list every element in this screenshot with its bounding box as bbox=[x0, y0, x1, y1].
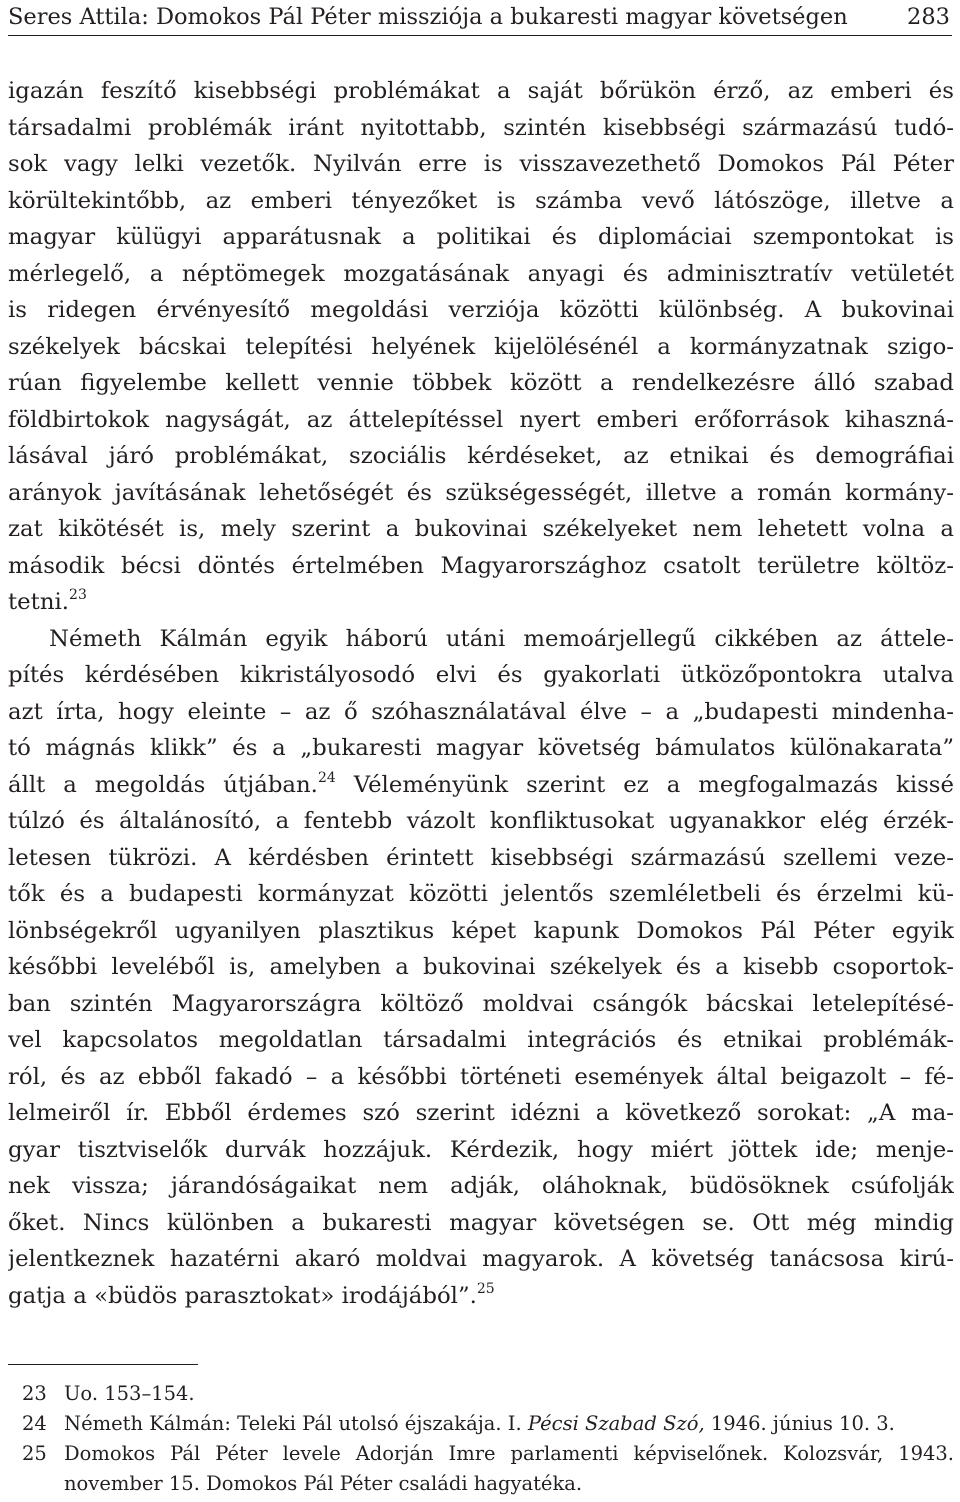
footnote-text: november 15. Domokos Pál Péter családi hagyatéka. bbox=[64, 1472, 583, 1495]
footnote bbox=[8, 1409, 954, 1439]
footnote-ref: 23 bbox=[69, 587, 87, 603]
line-text: gatja a «büdös parasztokat» irodájából”. bbox=[8, 1282, 477, 1309]
text-line: lásával járó problémákat, szociális kérdéseket, az etnikai és demográfiai bbox=[8, 443, 954, 469]
footnote-number: 24 bbox=[22, 1412, 47, 1435]
text-line: tők és a budapesti kormányzat közötti jelentős szemléletbeli és érzelmi kü- bbox=[8, 881, 954, 907]
page-number: 283 bbox=[907, 4, 950, 30]
line-text: állt a megoldás útjában. bbox=[8, 771, 318, 798]
text-line: ban szintén Magyarországra költöző moldvai csángók bácskai letelepítésé- bbox=[8, 990, 954, 1017]
footnote-rule bbox=[8, 1364, 198, 1365]
header-rule bbox=[8, 35, 952, 36]
footnote-text: Németh Kálmán: Teleki Pál utolsó éjszakája. I. Pécsi Szabad Szó, 1946. június 10. 3. bbox=[64, 1412, 895, 1435]
running-header bbox=[8, 2, 952, 36]
footnote bbox=[8, 1379, 954, 1409]
footnote-number: 25 bbox=[22, 1442, 47, 1465]
text-line: földbirtokok nagyságát, az áttelepítéssel nyert emberi erőforrások kihaszná- bbox=[8, 406, 954, 433]
text-line: pítés kérdésében kikristályosodó elvi és gyakorlati ütközőpontokra utalva bbox=[8, 662, 954, 688]
footnote-ref: 25 bbox=[476, 1280, 495, 1297]
footnote-ref: 24 bbox=[317, 769, 336, 786]
text-line bbox=[8, 1278, 954, 1315]
text-line: Németh Kálmán egyik háború utáni memoárjellegű cikkében az áttele- bbox=[49, 625, 954, 652]
footnote-continuation bbox=[8, 1469, 954, 1499]
text-line bbox=[8, 584, 954, 621]
text-line: arányok javításának lehetőségét és szükségességét, illetve a román kormány- bbox=[8, 479, 954, 506]
text-line: székelyek bácskai telepítési helyének kijelölésénél a kormányzatnak szigo- bbox=[8, 333, 954, 360]
text-line: túlzó és általánosító, a fentebb vázolt konfliktusokat ugyanakkor elég érzék- bbox=[8, 808, 954, 834]
line-text: tetni. bbox=[8, 589, 70, 615]
text-line: azt írta, hogy eleinte – az ő szóhasználatával élve – a „budapesti mindenha- bbox=[8, 698, 954, 725]
text-line: későbbi leveléből is, amelyben a bukovinai székelyek és a kisebb csoportok- bbox=[8, 954, 954, 980]
text-line: lönbségekről ugyanilyen plasztikus képet kapunk Domokos Pál Péter egyik bbox=[8, 917, 954, 944]
text-line: jelentkeznek hazatérni akaró moldvai magyarok. A követség tanácsosa kirú- bbox=[8, 1246, 954, 1272]
footnote-text: Uo. 153–154. bbox=[64, 1382, 195, 1405]
text-line: második bécsi döntés értelmében Magyarországhoz csatolt területre költöz- bbox=[8, 552, 954, 579]
text-line: mérlegelő, a néptömegek mozgatásának anyagi és adminisztratív vetületét bbox=[8, 260, 954, 287]
text-line: zat kikötését is, mely szerint a bukovinai székelyeket nem lehetett volna a bbox=[8, 516, 954, 542]
line-text: Véleményünk szerint ez a megfogalmazás kissé bbox=[335, 771, 954, 798]
text-line: őket. Nincs különben a bukaresti magyar követségen se. Ott még mindig bbox=[8, 1209, 954, 1236]
text-line: vel kapcsolatos megoldatlan társadalmi integrációs és etnikai problémák- bbox=[8, 1027, 954, 1053]
text-line: rúan figyelembe kellett vennie többek között a rendelkezésre álló szabad bbox=[8, 370, 954, 396]
text-line: gyar tisztviselők durvák hozzájuk. Kérdezik, hogy miért jöttek ide; menje- bbox=[8, 1136, 954, 1163]
body-text bbox=[8, 73, 954, 1314]
text-line: nek vissza; járandóságaikat nem adják, oláhoknak, büdösöknek csúfolják bbox=[8, 1173, 954, 1199]
text-line bbox=[8, 767, 954, 804]
text-line: tó mágnás klikk” és a „bukaresti magyar követség bámulatos különakarata” bbox=[8, 735, 954, 761]
footnote bbox=[8, 1439, 954, 1469]
footnote-text: Domokos Pál Péter levele Adorján Imre parlamenti képviselőnek. Kolozsvár, 1943. bbox=[64, 1442, 954, 1465]
journal-title: Pécsi Szabad Szó, bbox=[527, 1412, 705, 1435]
running-title: Seres Attila: Domokos Pál Péter missziója a bukaresti magyar követségen bbox=[8, 4, 848, 30]
text-line: ról, és az ebből fakadó – a későbbi történeti események által beigazolt – fé- bbox=[8, 1063, 954, 1090]
text-line: magyar külügyi apparátusnak a politikai és diplomáciai szempontokat is bbox=[8, 224, 954, 250]
text-line: sok vagy lelki vezetők. Nyilván erre is visszavezethető Domokos Pál Péter bbox=[8, 151, 954, 177]
text-line: letesen tükrözi. A kérdésben érintett kisebbségi származású szellemi veze- bbox=[8, 844, 954, 871]
text-line: lelmeiről ír. Ebből érdemes szó szerint idézni a következő sorokat: „A ma- bbox=[8, 1100, 954, 1126]
footnotes bbox=[8, 1379, 954, 1499]
text-line: is ridegen érvényesítő megoldási verziója közötti különbség. A bukovinai bbox=[8, 297, 954, 323]
text-line: körültekintőbb, az emberi tényezőket is számba vevő látószöge, illetve a bbox=[8, 187, 954, 214]
text-line: társadalmi problémák iránt nyitottabb, szintén kisebbségi származású tudó- bbox=[8, 114, 954, 141]
text-line: igazán feszítő kisebbségi problémákat a saját bőrükön érző, az emberi és bbox=[8, 78, 954, 104]
footnote-number: 23 bbox=[22, 1382, 47, 1405]
